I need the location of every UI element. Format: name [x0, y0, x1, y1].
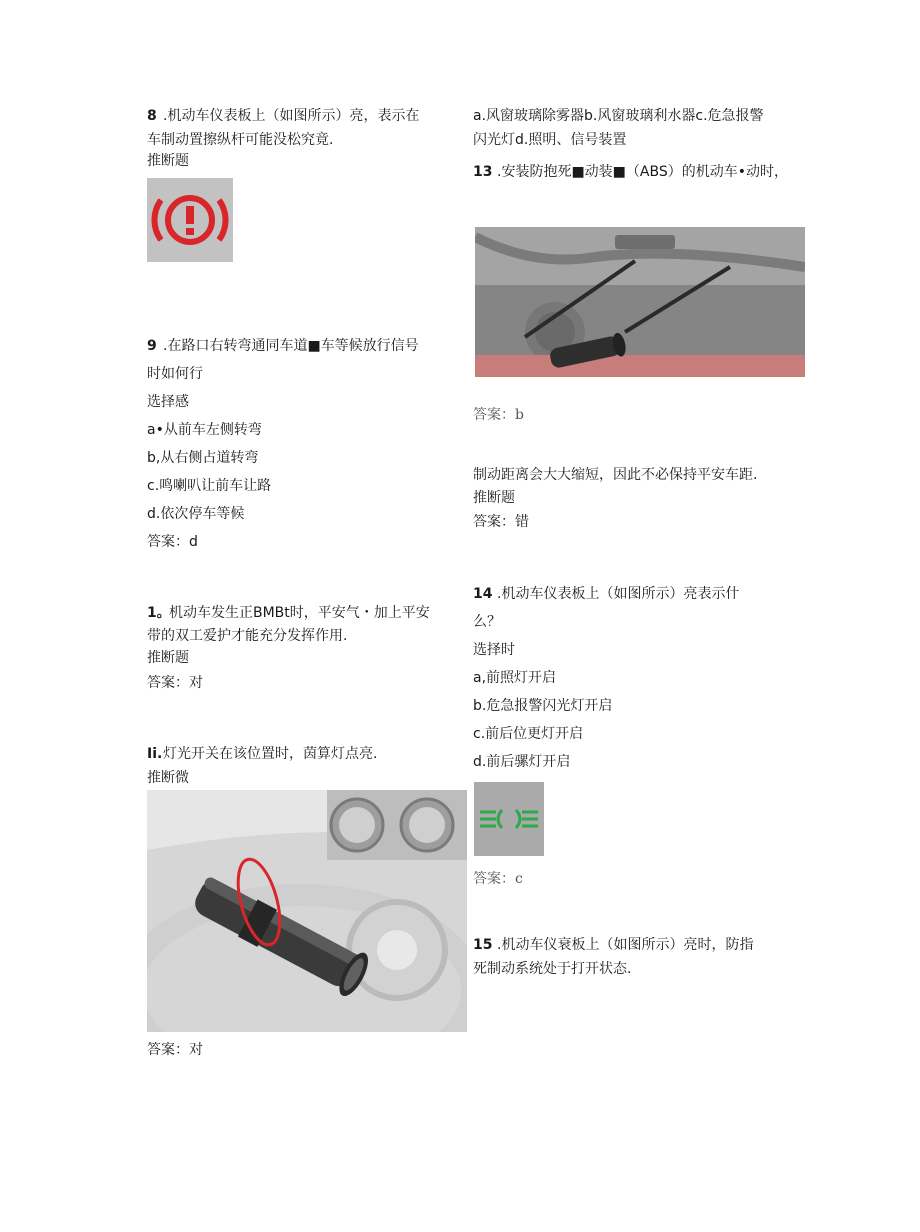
question-14-option-c: c.前后位更灯开启 [473, 726, 584, 742]
question-13-text-line1: .安装防抱死■动装■（ABS）的机动车•动时， [497, 164, 788, 180]
question-11-answer: 答案：对 [147, 1042, 203, 1058]
question-14-text-line1: .机动车仪表板上（如图所示）亮表示什 [497, 586, 740, 602]
question-8-number: 8 [147, 108, 157, 124]
question-10-type: 推断题 [147, 650, 189, 666]
question-9-type: 选择感 [147, 394, 189, 410]
question-8-text-line2: 车制动置擦纵杆可能没松究竟. [147, 132, 334, 148]
question-14-option-a: a,前照灯开启 [473, 670, 557, 686]
wiper-stalk-photo [475, 227, 805, 377]
question-13-type: 推断题 [473, 490, 515, 506]
brake-warning-icon [147, 178, 233, 262]
light-switch-stalk-photo [147, 790, 467, 1032]
question-8-type: 推断题 [147, 153, 189, 169]
question-12-options-line2: 闪光灯d.照明、信号装置 [473, 132, 627, 148]
question-14-number: 14 [473, 586, 493, 602]
question-14-option-d: d.前后骡灯开启 [473, 754, 571, 770]
question-11-number: Ii. [147, 746, 163, 762]
position-light-icon [474, 782, 544, 856]
question-14-image-answer: 答案：c [473, 871, 523, 887]
question-9-option-d: d.依次停车等候 [147, 506, 245, 522]
question-9-answer: 答案：d [147, 534, 198, 550]
question-9-option-c: c.鸣喇叭让前车让路 [147, 478, 272, 494]
question-15-text-line1: .机动车仪衰板上（如图所示）亮时，防指 [497, 937, 754, 953]
question-15-number: 15 [473, 937, 493, 953]
question-12-options-line1: a.风窗玻璃除雾器b.风窗玻璃利水器c.危急报警 [473, 108, 764, 124]
question-10-number: 1。 [147, 605, 171, 621]
question-13-number: 13 [473, 164, 493, 180]
question-8-text-line1: .机动车仪表板上（如图所示）亮，表示在 [163, 108, 420, 124]
question-10-text-line1: 机动车发生正BMBt时，平安气・加上平安 [169, 605, 430, 621]
question-11-type: 推断微 [147, 770, 189, 786]
question-14-text-line2: 么？ [473, 614, 501, 630]
question-13-image-answer: 答案：b [473, 407, 524, 423]
question-9-text-line2: 时如何行 [147, 366, 203, 382]
question-13-text-line2: 制动距离会大大缩短，因此不必保持平安车距. [473, 467, 758, 483]
question-14-type: 选择时 [473, 642, 515, 658]
question-9-option-a: a•从前车左侧转弯 [147, 422, 262, 438]
question-15-text-line2: 死制动系统处于打开状态. [473, 961, 632, 977]
question-9-option-b: b,从右侧占道转弯 [147, 450, 259, 466]
question-14-option-b: b.危急报警闪光灯开启 [473, 698, 613, 714]
question-9-text-line1: .在路口右转弯通同车道■车等候放行信号 [163, 338, 419, 354]
question-11-text-line1: 灯光开关在该位置时，茵算灯点亮. [163, 746, 378, 762]
question-10-text-line2: 带的双工爱护才能充分发挥作用. [147, 628, 348, 644]
question-13-answer: 答案：错 [473, 514, 529, 530]
question-10-answer: 答案：对 [147, 675, 203, 691]
question-9-number: 9 [147, 338, 157, 354]
